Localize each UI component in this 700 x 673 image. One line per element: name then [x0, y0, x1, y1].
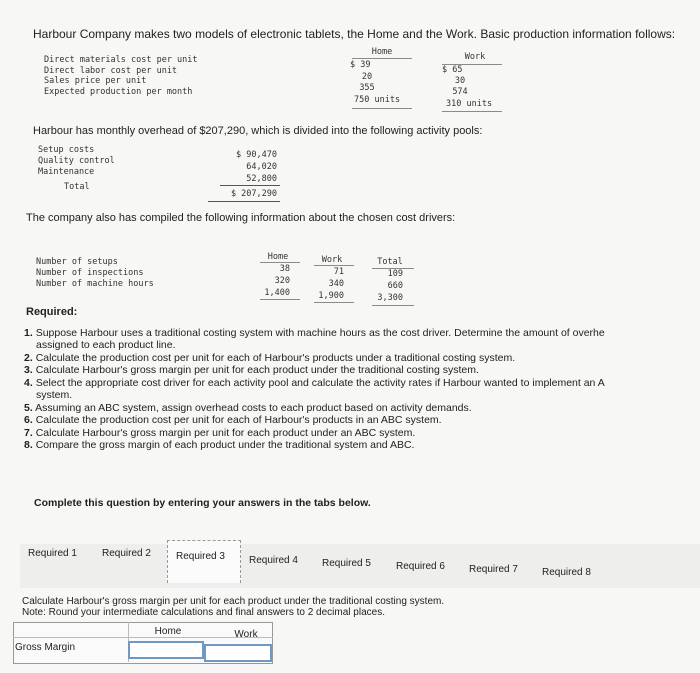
production-home-value: 750 units [354, 95, 401, 105]
col-home-header: Home [154, 626, 182, 637]
required-item [24, 352, 515, 364]
complete-instruction: Complete this question by entering your answers in the tabs below. [34, 497, 371, 509]
pool-total-value: $ 207,290 [230, 189, 277, 199]
required-item [24, 402, 472, 414]
production-work-value: 310 units [446, 99, 493, 109]
tab-required-1[interactable]: Required 1 [28, 548, 77, 559]
overhead-text: Harbour has monthly overhead of $207,290, which is divided into the following activity pools: [33, 125, 483, 137]
required-item-text: Calculate the production cost per unit for each of Harbour's products under a traditional costing system. [35, 352, 516, 364]
gross-margin-work-input[interactable] [204, 644, 272, 662]
production-home-value: $ 39 [350, 60, 371, 70]
rounding-note: Note: Round your intermediate calculations and final answers to 2 decimal places. [22, 607, 385, 618]
production-work-value: 574 [452, 87, 468, 97]
required-item-text: Select the appropriate cost driver for each activity pool and calculate the activity rates if Harbour wanted to implement an A [35, 377, 605, 389]
required-item [24, 427, 415, 439]
required-item-number: 3. [24, 364, 33, 376]
driver-work-value: 340 [328, 279, 344, 289]
production-col-work: Work [464, 52, 486, 62]
driver-total-value: 109 [387, 269, 403, 279]
tab-required-7[interactable]: Required 7 [469, 564, 518, 575]
pool-total-label: Total [64, 182, 90, 192]
driver-total-value: 3,300 [377, 293, 403, 303]
production-work-value: $ 65 [442, 65, 463, 75]
production-home-value: 355 [359, 83, 375, 93]
tab-required-2[interactable]: Required 2 [102, 548, 151, 559]
required-item-text: Calculate the production cost per unit for each of Harbour's products in an ABC system. [35, 414, 442, 426]
required-item-text: Assuming an ABC system, assign overhead costs to each product based on activity demands. [35, 402, 472, 414]
tab-instruction: Calculate Harbour's gross margin per unit for each product under the traditional costing system. [22, 596, 445, 607]
driver-work-value: 1,900 [318, 291, 344, 301]
col-work-header: Work [234, 629, 258, 640]
required-item [24, 327, 605, 339]
driver-work-value: 71 [333, 267, 344, 277]
pool-label: Quality control [38, 156, 115, 166]
production-work-value: 30 [454, 76, 466, 86]
required-item-number: 1. [24, 327, 33, 339]
production-col-home: Home [371, 47, 393, 57]
drivers-col-home: Home [267, 252, 289, 262]
production-home-value: 20 [361, 72, 373, 82]
required-item-number: 7. [24, 427, 33, 439]
pool-value: 64,020 [246, 162, 277, 172]
required-item-number: 2. [24, 352, 33, 364]
tab-required-5[interactable]: Required 5 [322, 558, 371, 569]
drivers-col-work: Work [321, 255, 343, 265]
driver-home-value: 38 [279, 264, 290, 274]
required-item [24, 439, 414, 451]
gross-margin-home-input[interactable] [128, 641, 204, 659]
required-item [24, 377, 605, 389]
driver-label: Number of inspections [36, 268, 144, 278]
required-item-number: 8. [24, 439, 33, 451]
pool-label: Maintenance [38, 167, 95, 177]
tab-required-6[interactable]: Required 6 [396, 561, 445, 572]
required-item-text: Suppose Harbour uses a traditional costing system with machine hours as the cost driver. Determine the amount of overhe [35, 327, 605, 339]
required-item-number: 4. [24, 377, 33, 389]
driver-home-value: 1,400 [264, 288, 290, 298]
required-item-text: Compare the gross margin of each product under the traditional system and ABC. [35, 439, 415, 451]
pool-value: $ 90,470 [236, 150, 277, 160]
required-item [24, 414, 442, 426]
required-item-continued: system. [36, 389, 73, 401]
driver-label: Number of machine hours [36, 279, 154, 289]
intro-text: Harbour Company makes two models of electronic tablets, the Home and the Work. Basic production information follows: [33, 27, 676, 41]
required-item-number: 6. [24, 414, 33, 426]
required-item-text: Calculate Harbour's gross margin per unit for each product under the traditional costing system. [35, 364, 479, 376]
required-heading: Required: [26, 306, 78, 318]
tab-required-3[interactable]: Required 3 [176, 551, 225, 562]
driver-total-value: 660 [387, 281, 403, 291]
pool-label: Setup costs [38, 145, 95, 155]
production-row-label: Sales price per unit [44, 76, 147, 86]
driver-label: Number of setups [36, 257, 118, 267]
required-item-number: 5. [24, 402, 33, 414]
drivers-col-total: Total [377, 257, 403, 267]
production-row-label: Direct labor cost per unit [44, 66, 178, 76]
required-item-continued: assigned to each product line. [36, 339, 176, 351]
tab-required-8[interactable]: Required 8 [542, 567, 591, 578]
required-item [24, 364, 479, 376]
gross-margin-label: Gross Margin [15, 642, 76, 653]
production-row-label: Expected production per month [44, 87, 193, 97]
tab-required-4[interactable]: Required 4 [249, 555, 298, 566]
driver-home-value: 320 [274, 276, 290, 286]
production-row-label: Direct materials cost per unit [44, 55, 198, 65]
drivers-text: The company also has compiled the following information about the chosen cost drivers: [26, 212, 456, 224]
required-item-text: Calculate Harbour's gross margin per unit for each product under an ABC system. [35, 427, 416, 439]
pool-value: 52,800 [246, 174, 277, 184]
